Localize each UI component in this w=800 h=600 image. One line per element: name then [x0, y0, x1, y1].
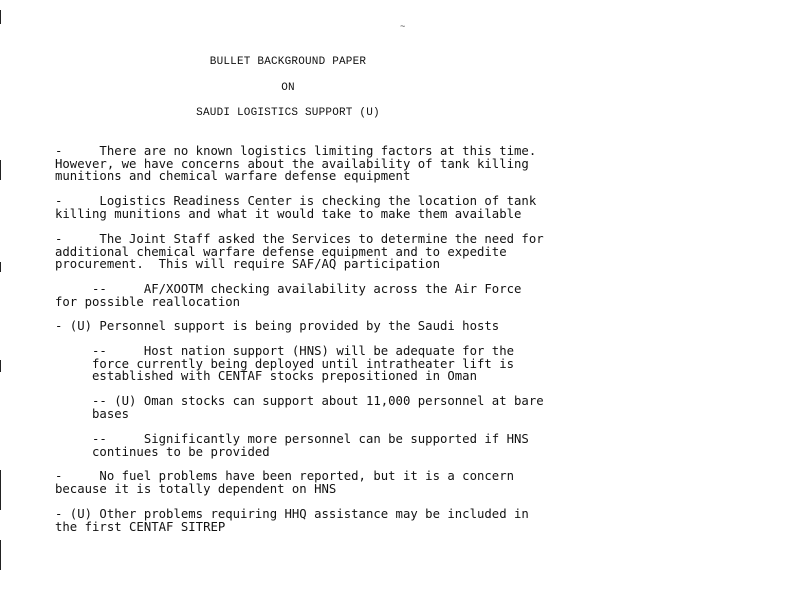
paragraph: - There are no known logistics limiting factors at this time. However, we have concerns about the availability of tank killing munitions and chemical warfare defense equipment [55, 144, 537, 184]
paragraph: - The Joint Staff asked the Services to determine the need for additional chemical warfare defense equipment and to expedite procurement. This will require SAF/AQ participation [55, 232, 544, 272]
paragraph: - (U) Personnel support is being provided by the Saudi hosts [55, 319, 500, 333]
scan-edge-mark [0, 540, 1, 570]
paragraph: -- AF/XOOTM checking availability across the Air Force for possible reallocation [55, 282, 522, 309]
top-mark: ~ [400, 22, 406, 32]
paragraph: - (U) Other problems requiring HHQ assistance may be included in the first CENTAF SITREP [55, 507, 529, 534]
scan-edge-mark [0, 262, 1, 272]
document-title: BULLET BACKGROUND PAPER [209, 56, 367, 68]
scan-edge-mark [0, 360, 1, 372]
paragraph: -- Host nation support (HNS) will be adequate for the force currently being deployed until intratheater lift is established with CENTAF stocks prepositioned in Oman [92, 344, 515, 384]
document-connector: ON [281, 82, 295, 94]
paragraph: -- (U) Oman stocks can support about 11,000 personnel at bare bases [92, 394, 544, 421]
scan-edge-mark [0, 470, 1, 510]
paragraph: - No fuel problems have been reported, but it is a concern because it is totally dependent on HNS [55, 469, 515, 496]
paragraph: -- Significantly more personnel can be supported if HNS continues to be provided [92, 432, 529, 459]
paragraph: - Logistics Readiness Center is checking the location of tank killing munitions and what it would take to make them available [55, 194, 537, 221]
scan-edge-mark [0, 160, 1, 180]
scan-edge-mark [0, 10, 1, 24]
document-subject: SAUDI LOGISTICS SUPPORT (U) [196, 107, 380, 119]
